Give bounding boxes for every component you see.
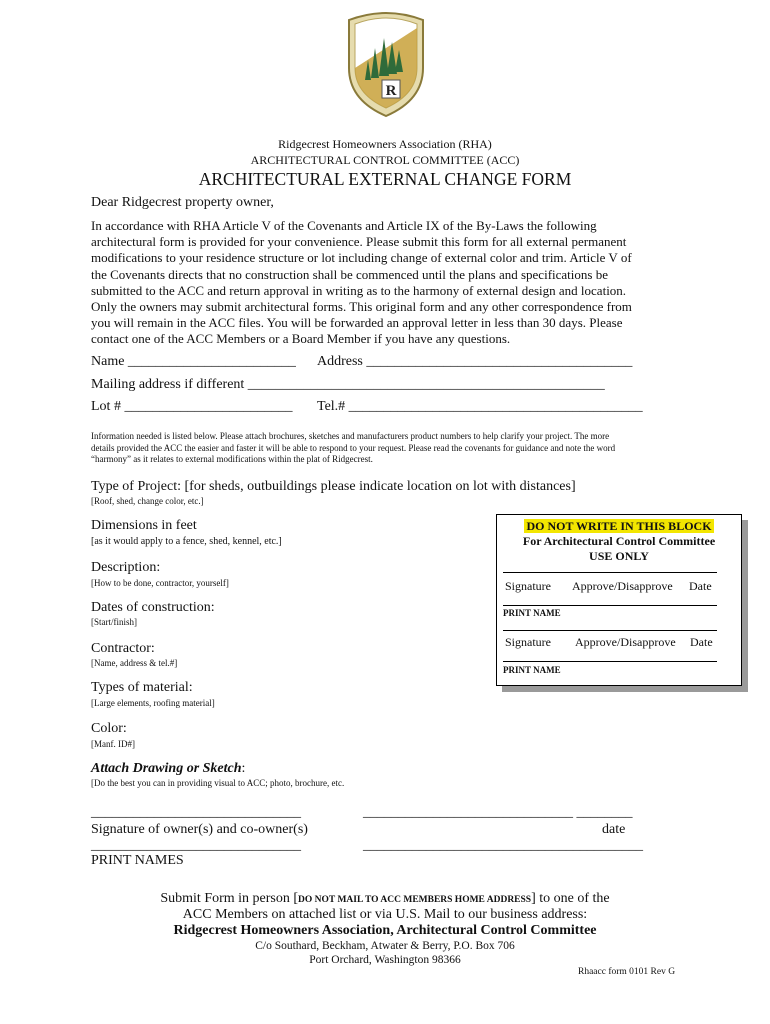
print-names-line[interactable]: ______________________________ [91, 838, 301, 853]
acc-date-2: Date [690, 635, 713, 649]
committee-name: ARCHITECTURAL CONTROL COMMITTEE (ACC) [250, 153, 520, 167]
address-field[interactable]: Address ______________________________________ [317, 354, 633, 369]
acc-use-only: USE ONLY [589, 549, 649, 563]
color-label: Color: [91, 721, 127, 736]
owner-signature-label: Signature of owner(s) and co-owner(s) [91, 822, 308, 837]
material-label: Types of material: [91, 680, 193, 695]
contractor-label: Contractor: [91, 641, 155, 656]
material-hint: [Large elements, roofing material] [91, 698, 215, 708]
print-names-label: PRINT NAMES [91, 853, 184, 868]
attach-hint: [Do the best you can in providing visual to ACC; photo, brochure, etc. [91, 778, 345, 788]
attach-label: Attach Drawing or Sketch: [91, 761, 246, 776]
dates-hint: [Start/finish] [91, 617, 137, 627]
type-of-project-hint: [Roof, shed, change color, etc.] [91, 496, 204, 506]
date-label: date [602, 822, 626, 837]
dimensions-hint: [as it would apply to a fence, shed, kennel, etc.] [91, 536, 282, 547]
co-owner-signature-line[interactable]: ______________________________ ________ [363, 805, 633, 820]
acc-warning: DO NOT WRITE IN THIS BLOCK [526, 519, 712, 533]
name-field[interactable]: Name ________________________ [91, 354, 296, 369]
org-name: Ridgecrest Homeowners Association (RHA) [278, 137, 492, 151]
acc-print-1: PRINT NAME [503, 608, 561, 618]
mailing-org: Ridgecrest Homeowners Association, Architectural Control Committee [173, 923, 597, 938]
dates-label: Dates of construction: [91, 600, 215, 615]
acc-approve-2: Approve/Disapprove [575, 635, 676, 649]
mailing-address-field[interactable]: Mailing address if different ___________________________________________________ [91, 377, 605, 392]
city-address: Port Orchard, Washington 98366 [309, 954, 461, 966]
acc-line [503, 572, 717, 573]
owner-signature-line[interactable]: ______________________________ [91, 805, 301, 820]
acc-line [503, 605, 717, 606]
form-id: Rhaacc form 0101 Rev G [578, 967, 676, 977]
info-note: Information needed is listed below. Please attach brochures, sketches and manufacturers product numbers to help clarify your project. The more details provided the ACC the easier and faster it will be able to respond to your request. Please read the covenants for guidance and note the word “harmony” as it relates to external modifications within the plat of Ridgecrest. [91, 431, 616, 464]
acc-date-1: Date [689, 579, 712, 593]
lot-field[interactable]: Lot # ________________________ [91, 399, 293, 414]
acc-approve-1: Approve/Disapprove [572, 579, 673, 593]
description-label: Description: [91, 560, 161, 575]
color-hint: [Manf. ID#] [91, 739, 135, 749]
description-hint: [How to be done, contractor, yourself] [91, 578, 229, 588]
acc-for: For Architectural Control Committee [522, 534, 716, 548]
acc-block [496, 514, 742, 686]
care-of-address: C/o Southard, Beckham, Atwater & Berry, P.O. Box 706 [255, 940, 515, 952]
form-title: ARCHITECTURAL EXTERNAL CHANGE FORM [198, 169, 572, 189]
dimensions-label: Dimensions in feet [91, 518, 197, 533]
contractor-hint: [Name, address & tel.#] [91, 658, 178, 668]
type-of-project-label: Type of Project: [for sheds, outbuildings please indicate location on lot with distances] [91, 479, 576, 494]
acc-signature-2: Signature [505, 635, 551, 649]
tel-field[interactable]: Tel.# __________________________________________ [317, 399, 643, 414]
acc-line [503, 630, 717, 631]
submit-line-2: ACC Members on attached list or via U.S. Mail to our business address: [182, 907, 588, 922]
svg-text:R: R [385, 83, 397, 99]
submit-instructions: Submit Form in person [DO NOT MAIL TO ACC MEMBERS HOME ADDRESS] to one of the [160, 891, 610, 906]
acc-print-2: PRINT NAME [503, 665, 561, 675]
greeting: Dear Ridgecrest property owner, [91, 195, 274, 210]
rha-logo [345, 8, 427, 118]
acc-signature-1: Signature [505, 579, 551, 593]
intro-paragraph: In accordance with RHA Article V of the Covenants and Article IX of the By-Laws the following architectural form is provided for your convenience. Please submit this form for all external permanent modifications to your residence structure or lot including change of external color and trim. Article V of the Covenants directs that no construction shall be commenced until the plans and specifications be submitted to the ACC and return approval in writing as to the harmony of external design and location. Only the owners may submit architectural forms. This original form and any other correspondence from you will remain in the ACC files. You will be forwarded an approval letter in less than 30 days. Please contact one of the ACC Members or a Board Member if you have any questions. [91, 218, 632, 347]
acc-line [503, 661, 717, 662]
print-names-line-2[interactable]: ________________________________________ [363, 838, 643, 853]
